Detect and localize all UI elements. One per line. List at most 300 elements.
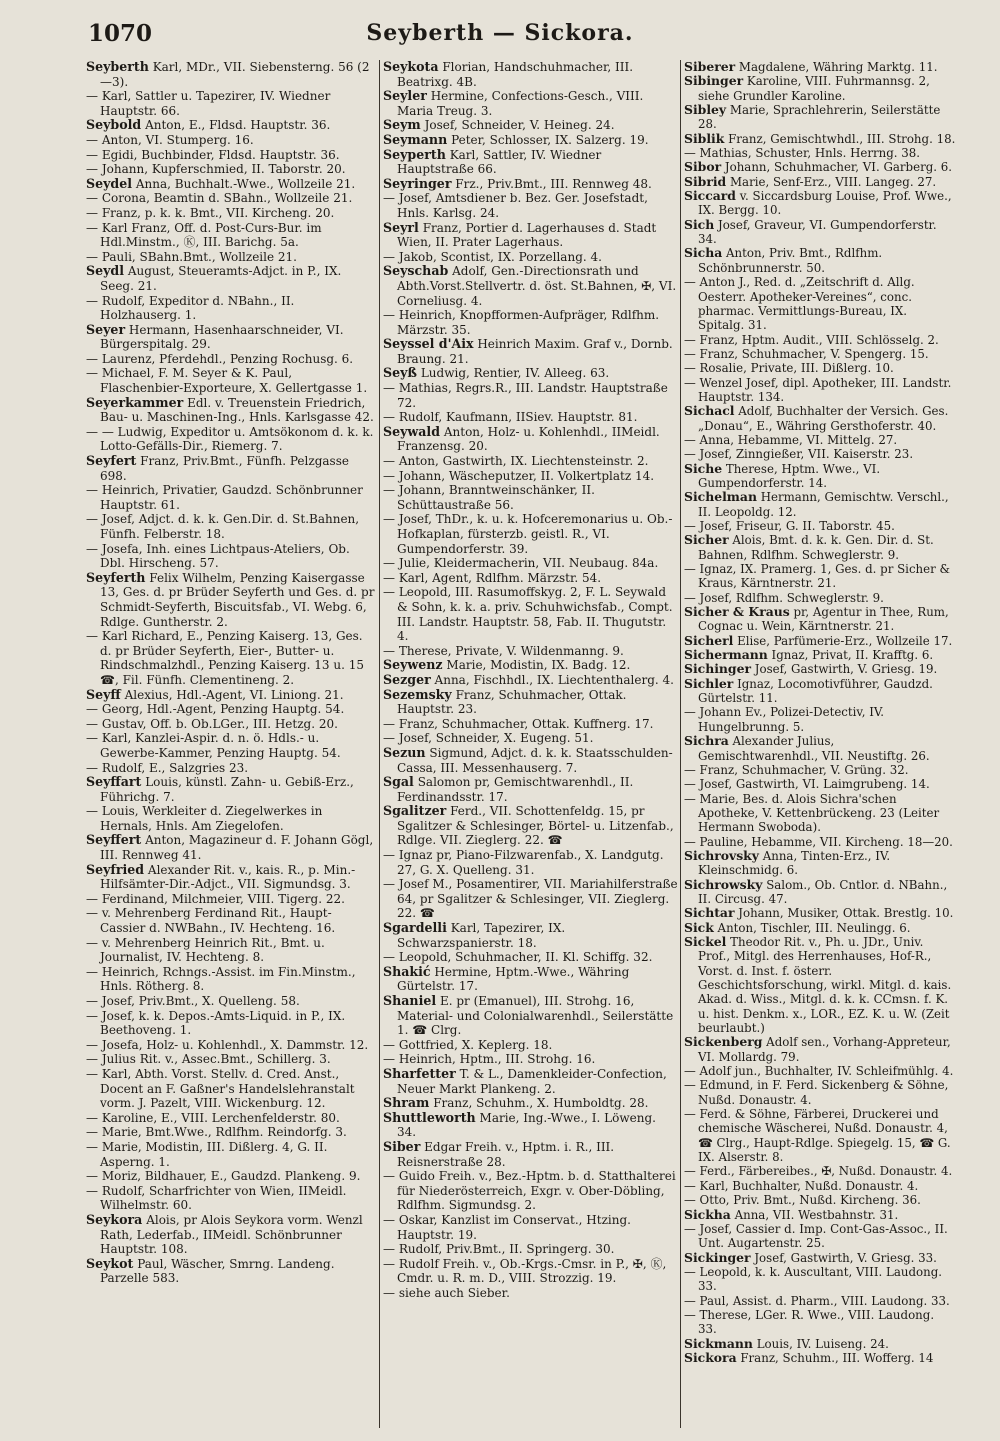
entry-details: Marie, Sprachlehrerin, Seilerstätte 28. — [698, 103, 941, 132]
directory-entry — [684, 1193, 956, 1207]
entry-surname: Siberer — [684, 60, 736, 74]
entry-surname: Seybold — [86, 117, 142, 133]
entry-details: Karl, MDr., VII. Siebensterng. 56 (2—3). — [100, 60, 370, 89]
entry-surname: Seyperth — [383, 146, 446, 162]
entry-details: Frz., Priv.Bmt., III. Rennweg 48. — [455, 176, 652, 191]
entry-details: Alexius, Hdl.-Agent, VI. Liniong. 21. — [124, 687, 344, 702]
entry-surname: Sezemsky — [383, 686, 452, 702]
directory-entry — [383, 585, 678, 643]
entry-surname: Sichra — [684, 733, 729, 749]
directory-entry — [684, 533, 956, 562]
entry-details: — Leopold, Schuhmacher, II. Kl. Schiffg. 32. — [383, 950, 653, 965]
entry-details: — Karl Franz, Off. d. Post-Curs-Bur. im Hdl.Minstm., Ⓚ, III. Barichg. 5a. — [86, 220, 322, 250]
entry-surname: Seydel — [86, 175, 133, 191]
entry-surname: Seyerkammer — [86, 394, 184, 410]
entry-details: Salomon pr, Gemischtwarenhdl., II. Ferdinandsstr. 17. — [397, 775, 634, 804]
directory-entry — [86, 60, 376, 89]
entry-details: Florian, Handschuhmacher, III. Beatrixg. 4B. — [397, 60, 634, 89]
directory-entry — [86, 731, 376, 760]
directory-entry — [86, 1140, 376, 1169]
entry-surname: Sichelman — [684, 489, 757, 505]
directory-entry — [684, 74, 956, 103]
directory-entry — [383, 644, 678, 659]
entry-details: — Josef, Priv.Bmt., X. Quelleng. 58. — [86, 994, 300, 1008]
entry-details: Adolf, Buchhalter der Versich. Ges. „Donau“, E., Währing Gersthoferstr. 40. — [698, 404, 949, 433]
entry-details: — Marie, Bmt.Wwe., Rdlfhm. Reindorfg. 3. — [86, 1125, 347, 1140]
entry-details: Anton, Tischler, III. Neulingg. 6. — [717, 920, 911, 935]
directory-entry — [383, 177, 678, 192]
directory-entry — [684, 677, 956, 706]
entry-details: — — Ludwig, Expeditor u. Amtsökonom d. k. k. Lotto-Gefälls-Dir., Riemerg. 7. — [86, 424, 374, 454]
entry-surname: Seyberth — [86, 60, 149, 74]
entry-surname: Sicher — [684, 532, 729, 548]
entry-details: pr, Agentur in Thee, Rum, Cognac u. Wein, Kärntnerstr. 21. — [698, 605, 949, 634]
entry-surname: Sgardelli — [383, 920, 447, 936]
directory-entry — [86, 804, 376, 833]
directory-entry — [684, 1222, 956, 1251]
directory-entry — [383, 921, 678, 950]
directory-entry — [383, 133, 678, 148]
entry-details: — Laurenz, Pferdehdl., Penzing Rochusg. 6. — [86, 351, 354, 366]
directory-entry — [86, 352, 376, 367]
directory-entry — [86, 162, 376, 177]
directory-entry — [383, 454, 678, 469]
entry-details: Ignaz, Privat, II. Krafftg. 6. — [771, 648, 934, 663]
directory-entry — [86, 833, 376, 862]
directory-entry — [86, 1184, 376, 1213]
entry-surname: Sichermann — [684, 647, 768, 663]
entry-details: — Marie, Bes. d. Alois Sichra'schen Apotheke, V. Kettenbrückeng. 23 (Leiter Hermann Swoboda). — [684, 791, 940, 835]
entry-details: Franz, Gemischtwhdl., III. Strohg. 18. — [728, 131, 956, 146]
entry-details: Hermine, Confections-Gesch., VIII. Maria Treug. 3. — [397, 89, 644, 118]
entry-details: — Franz, p. k. k. Bmt., VII. Kircheng. 20. — [86, 205, 335, 220]
entry-details: August, Steueramts-Adjct. in P., IX. Seeg. 21. — [100, 264, 342, 293]
entry-details: Franz, Portier d. Lagerhauses d. Stadt Wien, II. Prater Lagerhaus. — [397, 220, 657, 250]
entry-surname: Sibrid — [684, 173, 727, 189]
directory-entry — [383, 148, 678, 177]
directory-entry — [383, 410, 678, 425]
entry-details: — Rosalie, Private, III. Dißlerg. 10. — [684, 361, 894, 376]
directory-entry — [684, 361, 956, 375]
directory-entry — [86, 629, 376, 687]
entry-details: Edl. v. Treuenstein Friedrich, Bau- u. Maschinen-Ing., Hnls. Karlsgasse 42. — [100, 395, 374, 425]
directory-entry — [383, 688, 678, 717]
entry-details: — Karl, Kanzlei-Aspir. d. n. ö. Hdls.- u. Gewerbe-Kammer, Penzing Hauptg. 54. — [86, 731, 341, 760]
directory-entry — [684, 1035, 956, 1064]
entry-surname: Seyringer — [383, 175, 452, 191]
entry-details: — v. Mehrenberg Heinrich Rit., Bmt. u. Journalist, IV. Hechteng. 8. — [86, 935, 325, 965]
directory-entry — [383, 804, 678, 848]
directory-entry — [86, 994, 376, 1009]
directory-entry — [86, 1038, 376, 1053]
page-header — [0, 20, 1000, 54]
entry-details: — Josef, Cassier d. Imp. Cont-Gas-Assoc., II. Unt. Augartenstr. 25. — [684, 1221, 948, 1251]
directory-entry — [684, 246, 956, 275]
directory-entry — [684, 1078, 956, 1107]
entry-surname: Sgalitzer — [383, 803, 447, 819]
entry-details: — siehe auch Sieber. — [383, 1285, 510, 1300]
directory-entry — [684, 218, 956, 247]
directory-entry — [86, 264, 376, 293]
page-title: Seyberth — Sickora. — [366, 20, 634, 46]
entry-details: — Karl Richard, E., Penzing Kaiserg. 13, Ges. d. pr Brüder Seyferth, Eier-, Butter- u. Rindschmalzhdl., Penzing Kaiserg. 13 u. 15 ☎, Fil. Fünfh. Clementineng. 2. — [86, 629, 364, 687]
entry-surname: Seywenz — [383, 657, 443, 673]
directory-entry — [684, 376, 956, 405]
entry-details: Josef, Schneider, V. Heineg. 24. — [424, 118, 615, 133]
entry-details: Alexander Julius, Gemischtwarenhdl., VII. Neustiftg. 26. — [698, 734, 930, 763]
entry-surname: Sichacl — [684, 403, 735, 419]
entry-details: Marie, Ing.-Wwe., I. Löweng. 34. — [397, 1110, 656, 1140]
directory-entry — [86, 323, 376, 352]
directory-entry — [383, 717, 678, 732]
directory-entry — [86, 250, 376, 265]
entry-details: — Heinrich, Hptm., III. Strohg. 16. — [383, 1052, 596, 1067]
entry-details: — v. Mehrenberg Ferdinand Rit., Haupt-Cassier d. NWBahn., IV. Hechteng. 16. — [86, 906, 336, 936]
directory-entry — [383, 848, 678, 877]
entry-details: Edgar Freih. v., Hptm. i. R., III. Reisnerstraße 28. — [397, 1139, 615, 1169]
directory-entry — [383, 60, 678, 89]
directory-entry — [684, 404, 956, 433]
entry-surname: Sichrowsky — [684, 876, 763, 892]
entry-details: — Ferdinand, Milchmeier, VIII. Tigerg. 22. — [86, 891, 345, 906]
directory-entry — [684, 146, 956, 160]
entry-details: — Michael, F. M. Seyer & K. Paul, Flaschenbier-Exporteure, X. Gellertgasse 1. — [86, 366, 368, 396]
entry-details: — Karoline, E., VIII. Lerchenfelderstr. 80. — [86, 1110, 340, 1125]
entry-details: — Josef, Adjct. d. k. k. Gen.Dir. d. St.Bahnen, Fünfh. Felberstr. 18. — [86, 512, 360, 541]
directory-entry — [383, 512, 678, 556]
directory-entry — [383, 1213, 678, 1242]
directory-entry — [86, 1125, 376, 1140]
directory-entry — [86, 1213, 376, 1257]
entry-details: — Adolf jun., Buchhalter, IV. Schleifmühlg. 4. — [684, 1064, 954, 1079]
entry-details: — Josef, k. k. Depos.-Amts-Liquid. in P., IX. Beethoveng. 1. — [86, 1008, 346, 1038]
entry-details: — Rudolf, Scharfrichter von Wien, IIMeidl. Wilhelmstr. 60. — [86, 1183, 347, 1213]
entry-details: Theodor Rit. v., Ph. u. JDr., Univ. Prof., Mitgl. des Herrenhauses, Hof-R., Vorst. d. Inst. f. österr. Geschichtsforschung, wirkl. Mitgl. d. kais. Akad. d. Wiss., Mitgl. d. k. k. CCmsn. f. K. u. hist. Denkm. x., LOR., EZ. K. u. W. (Zeit beurlaubt.) — [698, 934, 952, 1036]
entry-details: Johann, Schuhmacher, VI. Garberg. 6. — [724, 160, 953, 175]
entry-details: — Anna, Hebamme, VI. Mittelg. 27. — [684, 432, 898, 447]
entry-details: — Ferd., Färbereibes., ✠, Nußd. Donaustr. 4. — [684, 1164, 953, 1179]
entry-surname: Siccard — [684, 188, 736, 204]
entry-surname: Seydl — [86, 263, 125, 279]
entry-details: — Franz, Schuhmacher, V. Spengerg. 15. — [684, 346, 929, 361]
entry-surname: Seykot — [86, 1255, 134, 1271]
directory-entry — [86, 717, 376, 732]
entry-details: — Karl, Sattler u. Tapezirer, IV. Wiedner Hauptstr. 66. — [86, 89, 331, 118]
directory-entry — [684, 1107, 956, 1164]
entry-details: Hermine, Hptm.-Wwe., Währing Gürtelstr. 17. — [397, 964, 630, 994]
directory-entry — [86, 133, 376, 148]
directory-entry — [383, 366, 678, 381]
directory-entry — [684, 447, 956, 461]
entry-details: — Franz, Hptm. Audit., VIII. Schlösselg. 2. — [684, 332, 939, 347]
entry-surname: Siche — [684, 460, 723, 476]
entry-details: Ignaz, Locomotivführer, Gaudzd. Gürtelstr. 11. — [698, 676, 933, 706]
entry-details: — Pauli, SBahn.Bmt., Wollzeile 21. — [86, 249, 297, 264]
entry-surname: Seyschab — [383, 263, 449, 279]
entry-details: v. Siccardsburg Louise, Prof. Wwe., IX. Bergg. 10. — [698, 189, 952, 218]
entry-details: Anna, Tinten-Erz., IV. Kleinschmidg. 6. — [698, 848, 891, 878]
entry-details: — Josef, Gastwirth, VI. Laimgrubeng. 14. — [684, 777, 930, 792]
directory-entry — [684, 792, 956, 835]
directory-entry — [684, 132, 956, 146]
directory-entry — [684, 734, 956, 763]
directory-entry — [684, 1251, 956, 1265]
directory-entry — [383, 965, 678, 994]
entry-details: — Oskar, Kanzlist im Conservat., Htzing. Hauptstr. 19. — [383, 1212, 631, 1242]
directory-entry — [383, 877, 678, 921]
entry-details: Johann, Musiker, Ottak. Brestlg. 10. — [738, 906, 954, 921]
entry-surname: Seyler — [383, 88, 427, 104]
entry-details: Paul, Wäscher, Smrng. Landeng. Parzelle 583. — [100, 1256, 335, 1286]
directory-entry — [86, 1111, 376, 1126]
directory-entry — [383, 381, 678, 410]
column-3 — [684, 60, 956, 1432]
entry-details: Alois, Bmt. d. k. k. Gen. Dir. d. St. Bahnen, Rdlfhm. Schweglerstr. 9. — [698, 533, 934, 562]
directory-entry — [383, 1067, 678, 1096]
entry-details: — Marie, Modistin, III. Dißlerg. 4, G. II. Asperng. 1. — [86, 1139, 328, 1169]
entry-details: — Rudolf Freih. v., Ob.-Krgs.-Cmsr. in P., ✠, Ⓚ, Cmdr. u. R. m. D., VIII. Strozzig. 19. — [383, 1256, 667, 1286]
entry-details: Anton, Holz- u. Kohlenhdl., IIMeidl. Franzensg. 20. — [397, 424, 660, 454]
entry-details: — Gottfried, X. Keplerg. 18. — [383, 1037, 553, 1052]
column-2 — [383, 60, 678, 1432]
directory-entry — [684, 1179, 956, 1193]
directory-entry — [86, 906, 376, 935]
entry-details: Anton, Magazineur d. F. Johann Gögl, III. Rennweg 41. — [100, 833, 374, 863]
directory-entry — [86, 688, 376, 703]
directory-entry — [684, 878, 956, 907]
directory-entry — [383, 221, 678, 250]
entry-details: — Karl, Abth. Vorst. Stellv. d. Cred. Anst., Docent an F. Gaßner's Handelslehranstalt vorm. J. Pazelt, VIII. Wickenburg. 12. — [86, 1066, 355, 1111]
directory-entry — [684, 1265, 956, 1294]
entry-surname: Sichinger — [684, 661, 751, 677]
directory-entry — [383, 250, 678, 265]
column-1 — [86, 60, 376, 1432]
entry-details: — Franz, Schuhmacher, Ottak. Kuffnerg. 17. — [383, 716, 654, 731]
entry-details: — Paul, Assist. d. Pharm., VIII. Laudong. 33. — [684, 1293, 950, 1308]
directory-entry — [684, 275, 956, 332]
directory-entry — [86, 366, 376, 395]
directory-entry — [86, 761, 376, 776]
directory-entry — [86, 1009, 376, 1038]
entry-details: Josef, Gastwirth, V. Griesg. 33. — [754, 1250, 937, 1265]
entry-details: — Mathias, Regrs.R., III. Landstr. Hauptstraße 72. — [383, 381, 668, 410]
entry-surname: Sichrovsky — [684, 847, 759, 863]
entry-details: Anton, Priv. Bmt., Rdlfhm. Schönbrunnerstr. 50. — [698, 246, 883, 275]
directory-entry — [383, 1096, 678, 1111]
directory-entry — [383, 1257, 678, 1286]
entry-surname: Seyrl — [383, 219, 419, 235]
directory-entry — [684, 160, 956, 174]
entry-details: Franz, Priv.Bmt., Fünfh. Pelzgasse 698. — [100, 454, 349, 483]
entry-details: — Guido Freih. v., Bez.-Hptm. b. d. Statthalterei für Niederösterreich, Exgr. v. Ober-Döbling, Rdlfhm. Sigmundsg. 2. — [383, 1169, 676, 1213]
entry-details: Franz, Schuhm., III. Wofferg. 14 — [740, 1350, 934, 1365]
directory-entry — [383, 425, 678, 454]
entry-surname: Sharfetter — [383, 1065, 456, 1081]
entry-details: — Louis, Werkleiter d. Ziegelwerkes in Hernals, Hnls. Am Ziegelofen. — [86, 804, 323, 833]
directory-entry — [86, 396, 376, 425]
entry-surname: Seywald — [383, 423, 441, 439]
entry-details: — Rudolf, Kaufmann, IISiev. Hauptstr. 81. — [383, 410, 638, 425]
directory-entry — [86, 148, 376, 163]
entry-details: Hermann, Hasenhaarschneider, VI. Bürgerspitalg. 29. — [100, 322, 344, 352]
directory-entry — [86, 936, 376, 965]
entry-details: Josef, Graveur, VI. Gumpendorferstr. 34. — [698, 217, 937, 247]
directory-entry — [684, 662, 956, 676]
entry-details: — Karl, Buchhalter, Nußd. Donaustr. 4. — [684, 1178, 919, 1193]
directory-entry — [684, 175, 956, 189]
directory-entry — [383, 1140, 678, 1169]
entry-surname: Sgal — [383, 774, 414, 790]
directory-entry — [383, 673, 678, 688]
entry-details: — Heinrich, Privatier, Gaudzd. Schönbrunner Hauptstr. 61. — [86, 483, 363, 512]
directory-entry — [86, 1052, 376, 1067]
directory-entry — [684, 562, 956, 591]
directory-entry — [86, 118, 376, 133]
directory-entry — [383, 337, 678, 366]
entry-surname: Sicha — [684, 245, 723, 261]
entry-surname: Sickora — [684, 1349, 737, 1365]
entry-details: — Karl, Agent, Rdlfhm. Märzstr. 54. — [383, 570, 602, 585]
entry-surname: Seyer — [86, 321, 126, 337]
entry-surname: Sickha — [684, 1206, 731, 1222]
entry-details: — Therese, Private, V. Wildenmanng. 9. — [383, 643, 624, 658]
entry-details: — Josef, Rdlfhm. Schweglerstr. 9. — [684, 590, 884, 605]
entry-details: — Otto, Priv. Bmt., Nußd. Kircheng. 36. — [684, 1193, 921, 1208]
entry-details: Hermann, Gemischtw. Verschl., II. Leopoldg. 12. — [698, 490, 949, 519]
directory-entry — [684, 1164, 956, 1178]
entry-surname: Shram — [383, 1095, 430, 1111]
entry-details: Heinrich Maxim. Graf v., Dornb. Braung. 21. — [397, 337, 673, 366]
entry-surname: Sich — [684, 216, 715, 232]
page-number: 1070 — [88, 20, 153, 47]
entry-details: — Gustav, Off. b. Ob.LGer., III. Hetzg. 20. — [86, 716, 338, 731]
directory-entry — [383, 571, 678, 586]
entry-surname: Sibley — [684, 102, 727, 118]
entry-details: Alois, pr Alois Seykora vorm. Wenzl Rath, Lederfab., IIMeidl. Schönbrunner Hauptstr. 108. — [100, 1212, 363, 1257]
directory-entry — [383, 658, 678, 673]
entry-surname: Sickinger — [684, 1249, 751, 1265]
entry-details: — Edmund, in F. Ferd. Sickenberg & Söhne, Nußd. Donaustr. 4. — [684, 1078, 949, 1107]
directory-entry — [684, 777, 956, 791]
directory-entry — [684, 1337, 956, 1351]
entry-details: — Johann, Branntweinschänker, II. Schüttaustraße 56. — [383, 483, 595, 512]
entry-surname: Seyffert — [86, 832, 142, 848]
entry-surname: Seyferth — [86, 569, 146, 585]
entry-surname: Sicher & Kraus — [684, 604, 790, 620]
directory-entry — [383, 746, 678, 775]
entry-details: Anna, Buchhalt.-Wwe., Wollzeile 21. — [135, 176, 356, 191]
entry-surname: Sezger — [383, 671, 431, 687]
directory-entry — [684, 591, 956, 605]
entry-details: Salom., Ob. Cntlor. d. NBahn., II. Circusg. 47. — [698, 877, 948, 906]
directory-entry — [383, 556, 678, 571]
entry-surname: Sibinger — [684, 73, 744, 89]
entry-details: — Josefa, Inh. eines Lichtpaus-Ateliers, Ob. Dbl. Hirscheng. 57. — [86, 541, 350, 571]
entry-details: — Josef, ThDr., k. u. k. Hofceremonarius u. Ob.-Hofkaplan, fürsterzb. geistl. R., VI. Gumpendorferstr. 39. — [383, 512, 673, 556]
entry-details: — Rudolf, Priv.Bmt., II. Springerg. 30. — [383, 1242, 615, 1257]
directory-entry — [86, 206, 376, 221]
entry-details: Ludwig, Rentier, IV. Alleeg. 63. — [420, 366, 610, 381]
entry-surname: Sick — [684, 919, 714, 935]
directory-entry — [383, 483, 678, 512]
entry-details: — Josefa, Holz- u. Kohlenhdl., X. Dammstr. 12. — [86, 1037, 369, 1052]
directory-entry — [383, 1169, 678, 1213]
entry-surname: Seyssel d'Aix — [383, 336, 474, 352]
entry-details: — Mathias, Schuster, Hnls. Herrng. 38. — [684, 146, 921, 161]
directory-entry — [684, 103, 956, 132]
entry-details: Franz, Schuhm., X. Humboldtg. 28. — [433, 1096, 649, 1111]
directory-entry — [86, 483, 376, 512]
directory-entry — [684, 60, 956, 74]
entry-surname: Siblik — [684, 130, 725, 146]
directory-entry — [684, 1351, 956, 1365]
directory-entry — [383, 118, 678, 133]
entry-details: Anton, E., Fldsd. Hauptstr. 36. — [145, 118, 331, 133]
entry-details: Karl, Sattler, IV. Wiedner Hauptstraße 66. — [397, 147, 602, 177]
directory-entry — [684, 763, 956, 777]
entry-details: — Anton, VI. Stumperg. 16. — [86, 132, 254, 147]
directory-entry — [684, 347, 956, 361]
directory-entry — [383, 950, 678, 965]
entry-details: Louis, IV. Luiseng. 24. — [756, 1336, 889, 1351]
directory-entry — [86, 177, 376, 192]
directory-entry — [86, 863, 376, 892]
entry-details: Adolf, Gen.-Directionsrath und Abth.Vorst.Stellvertr. d. öst. St.Bahnen, ✠, VI. Corneliusg. 4. — [397, 264, 677, 308]
directory-entry — [383, 1052, 678, 1067]
directory-entry — [684, 634, 956, 648]
entry-details: — Anton, Gastwirth, IX. Liechtensteinstr. 2. — [383, 454, 649, 469]
entry-details: — Moriz, Bildhauer, E., Gaudzd. Plankeng. 9. — [86, 1169, 361, 1184]
directory-entry — [383, 191, 678, 220]
directory-entry — [684, 1208, 956, 1222]
entry-details: — Josef, Amtsdiener b. Bez. Ger. Josefstadt, Hnls. Karlsg. 24. — [383, 191, 648, 220]
entry-surname: Seym — [383, 117, 421, 133]
entry-surname: Seyfried — [86, 861, 145, 877]
directory-entry — [383, 775, 678, 804]
entry-details: — Leopold, k. k. Auscultant, VIII. Laudong. 33. — [684, 1264, 943, 1294]
directory-entry — [86, 454, 376, 483]
directory-entry — [684, 1064, 956, 1078]
directory-entry — [86, 1169, 376, 1184]
entry-details: — Rudolf, E., Salzgries 23. — [86, 760, 249, 775]
entry-details: Felix Wilhelm, Penzing Kaisergasse 13, Ges. d. pr Brüder Seyferth und Ges. d. pr Schmidt-Seyferth, Biscuitsfab., VI. Webg. 6, Rdlge. Guntherstr. 2. — [100, 570, 375, 629]
directory-entry — [684, 189, 956, 218]
entry-details: — Josef, Schneider, X. Eugeng. 51. — [383, 731, 594, 746]
entry-details: Marie, Senf-Erz., VIII. Langeg. 27. — [729, 174, 937, 189]
entry-details: — Ignaz pr, Piano-Filzwarenfab., X. Landgutg. 27, G. X. Quelleng. 31. — [383, 848, 664, 877]
entry-details: — Georg, Hdl.-Agent, Penzing Hauptg. 54. — [86, 702, 345, 717]
entry-details: — Franz, Schuhmacher, V. Grüng. 32. — [684, 762, 909, 777]
directory-entry — [684, 433, 956, 447]
directory-entry — [684, 1294, 956, 1308]
entry-details: Josef, Gastwirth, V. Griesg. 19. — [754, 662, 938, 677]
entry-surname: Sicherl — [684, 632, 734, 648]
directory-entry — [86, 221, 376, 250]
directory-entry — [86, 512, 376, 541]
entry-surname: Sickel — [684, 933, 727, 949]
entry-details: — Corona, Beamtin d. SBahn., Wollzeile 21. — [86, 191, 353, 206]
directory-entry — [684, 835, 956, 849]
entry-details: Adolf sen., Vorhang-Appreteur, VI. Mollardg. 79. — [698, 1035, 951, 1064]
entry-details: — Heinrich, Rchngs.-Assist. im Fin.Minstm., Hnls. Rötherg. 8. — [86, 964, 356, 994]
directory-entry — [86, 1257, 376, 1286]
entry-details: Ferd., VII. Schottenfeldg. 15, pr Sgalitzer & Schlesinger, Börtel- u. Litzenfab., Rdlge. VII. Zieglerg. 22. ☎ — [397, 804, 674, 848]
directory-entry — [383, 1038, 678, 1053]
directory-entry — [86, 425, 376, 454]
entry-details: Anna, VII. Westbahnstr. 31. — [734, 1207, 899, 1222]
entry-surname: Seymann — [383, 131, 448, 147]
entry-surname: Sickmann — [684, 1335, 753, 1351]
